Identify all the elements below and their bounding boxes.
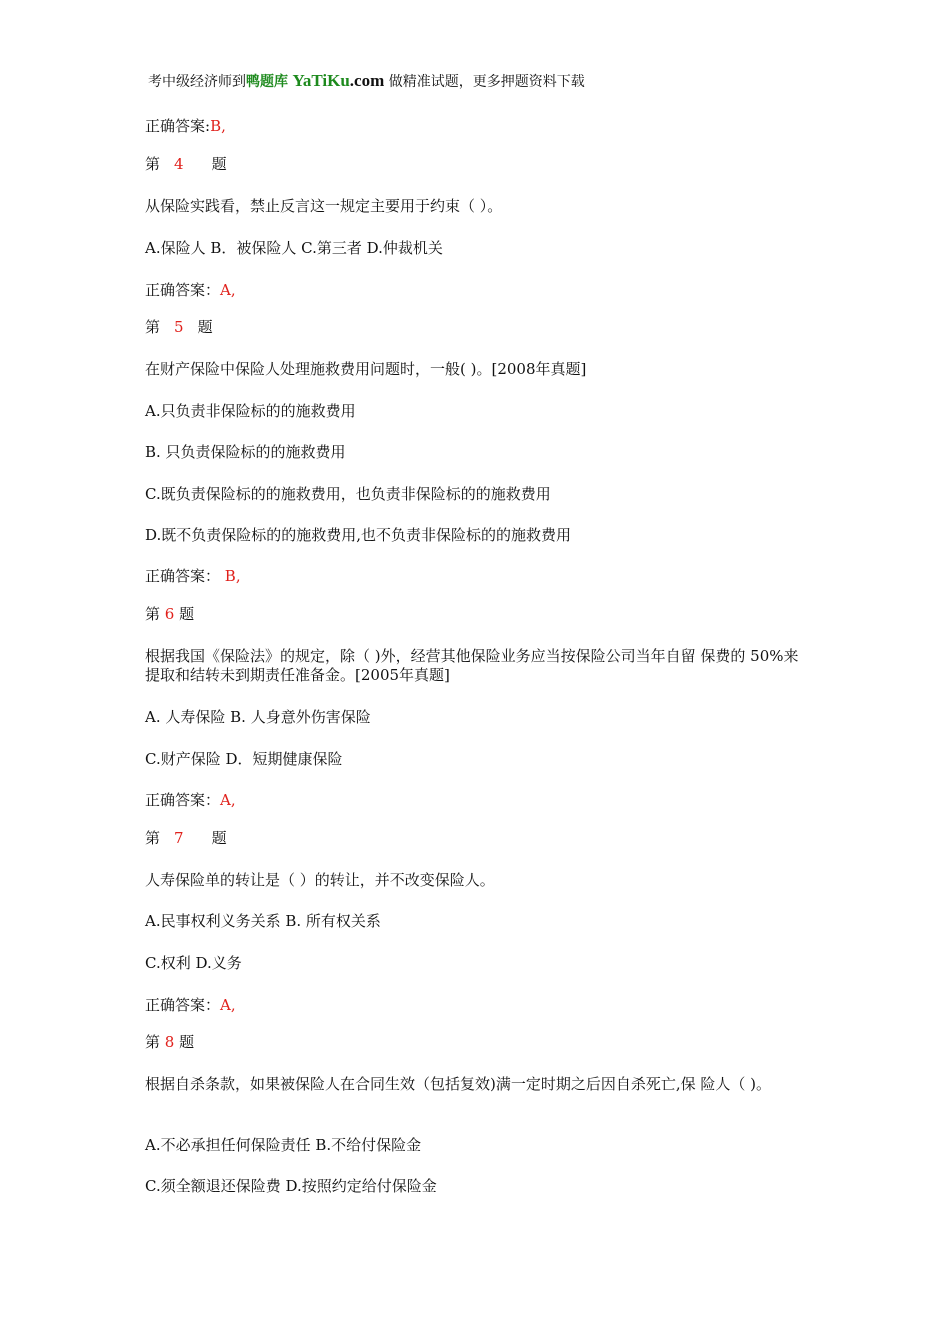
q5-number bbox=[145, 317, 213, 337]
answer-label: 正确答案： bbox=[145, 281, 221, 299]
q6-answer: A, bbox=[220, 791, 236, 809]
q3-answer-line bbox=[145, 116, 226, 136]
q7-answer-line bbox=[145, 995, 236, 1015]
q4-options: A.保险人 B．被保险人 C.第三者 D.仲裁机关 bbox=[145, 239, 443, 257]
question-suffix: 题 bbox=[211, 155, 227, 173]
q8-options-cd: C.须全额退还保险费 D.按照约定给付保险金 bbox=[145, 1177, 437, 1195]
q3-answer: B, bbox=[210, 117, 226, 135]
question-suffix: 题 bbox=[211, 829, 227, 847]
q7-options-cd: C.权利 D.义务 bbox=[145, 954, 242, 972]
q5-answer: B, bbox=[224, 567, 241, 585]
q5-option-d: D.既不负责保险标的的施救费用,也不负责非保险标的的施救费用 bbox=[145, 526, 572, 544]
q4-stem: 从保险实践看，禁止反言这一规定主要用于约束（ ）。 bbox=[145, 197, 503, 215]
q4-answer-line bbox=[145, 280, 236, 300]
q6-options-ab: A. 人寿保险 B. 人身意外伤害保险 bbox=[145, 708, 371, 726]
question-prefix: 第 bbox=[145, 155, 161, 173]
answer-label: 正确答案: bbox=[145, 117, 211, 135]
q6-answer-line bbox=[145, 790, 236, 810]
q8-options-ab: A.不必承担任何保险责任 B.不给付保险金 bbox=[145, 1136, 422, 1154]
question-suffix: 题 bbox=[197, 318, 213, 336]
q5-option-b: B. 只负责保险标的的施救费用 bbox=[145, 443, 346, 461]
question-prefix: 第 bbox=[145, 829, 161, 847]
q8-number bbox=[145, 1032, 194, 1052]
q7-number-value: 7 bbox=[174, 829, 184, 847]
q4-number-value: 4 bbox=[174, 155, 184, 173]
question-suffix: 题 bbox=[179, 1033, 195, 1051]
answer-label: 正确答案： bbox=[145, 567, 221, 585]
question-prefix: 第 bbox=[145, 605, 161, 623]
question-suffix: 题 bbox=[179, 605, 195, 623]
q8-stem: 根据自杀条款，如果被保险人在合同生效（包括复效)满一定时期之后因自杀死亡,保 险人（ )。 bbox=[145, 1075, 772, 1093]
page-header bbox=[148, 70, 585, 93]
q4-number bbox=[145, 154, 227, 174]
q4-answer: A, bbox=[220, 281, 236, 299]
q5-number-value: 5 bbox=[174, 318, 184, 336]
question-prefix: 第 bbox=[145, 1033, 161, 1051]
q5-answer-line bbox=[145, 566, 241, 586]
q5-option-c: C.既负责保险标的的施救费用，也负责非保险标的的施救费用 bbox=[145, 485, 551, 503]
q7-options-ab: A.民事权利义务关系 B. 所有权关系 bbox=[145, 912, 381, 930]
q6-options-cd: C.财产保险 D．短期健康保险 bbox=[145, 750, 343, 768]
q6-number bbox=[145, 604, 194, 624]
q6-number-value: 6 bbox=[164, 605, 175, 623]
header-suffix: 做精准试题，更多押题资料下载 bbox=[388, 74, 585, 90]
q5-option-a: A.只负责非保险标的的施救费用 bbox=[145, 402, 356, 420]
brand-name-cn: 鸭题库 bbox=[246, 74, 288, 90]
q5-stem: 在财产保险中保险人处理施救费用问题时，一般( )。[2008年真题] bbox=[145, 360, 587, 378]
q7-number bbox=[145, 828, 227, 848]
brand-domain: .com bbox=[349, 71, 385, 90]
q7-answer: A, bbox=[220, 996, 236, 1014]
question-prefix: 第 bbox=[145, 318, 161, 336]
answer-label: 正确答案： bbox=[145, 791, 221, 809]
header-prefix: 考中级经济师到 bbox=[148, 74, 246, 90]
answer-label: 正确答案： bbox=[145, 996, 221, 1014]
q8-number-value: 8 bbox=[164, 1033, 175, 1051]
brand-name-en: YaTiKu bbox=[292, 71, 350, 90]
q6-stem: 根据我国《保险法》的规定，除（ )外，经营其他保险业务应当按保险公司当年自留 保费的 50%来提取和结转未到期责任准备金。[2005年真题] bbox=[145, 647, 799, 684]
q7-stem: 人寿保险单的转让是（ ）的转让，并不改变保险人。 bbox=[145, 871, 495, 889]
